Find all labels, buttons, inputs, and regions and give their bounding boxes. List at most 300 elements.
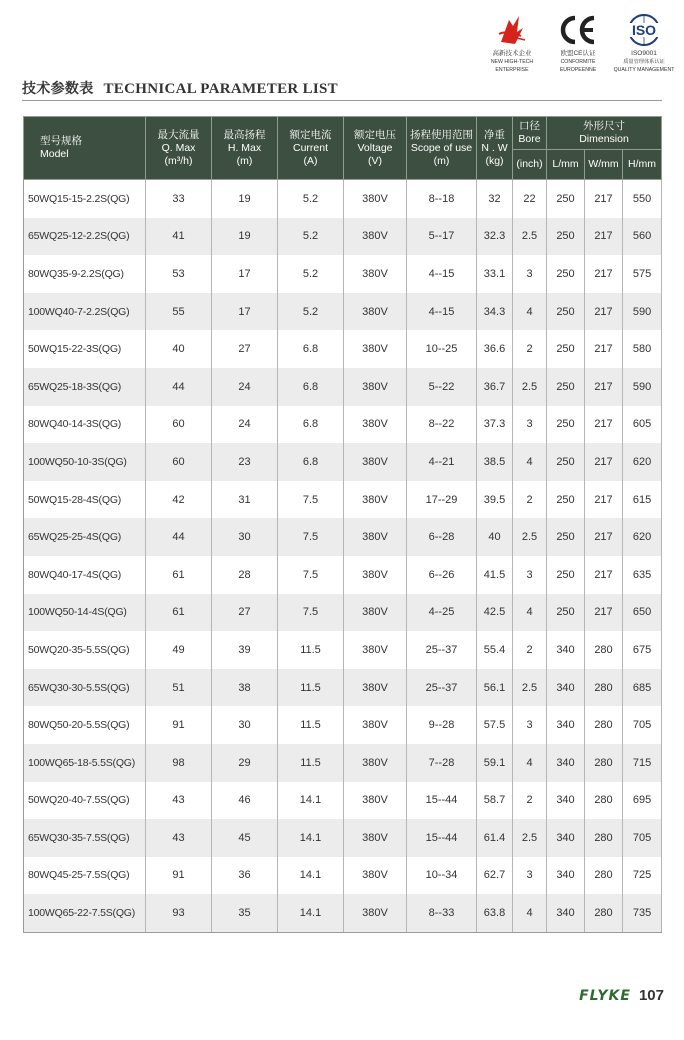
cell-model: 80WQ40-14-3S(QG)	[24, 406, 146, 444]
cell-weight: 36.6	[477, 330, 513, 368]
cell-width: 217	[585, 443, 623, 481]
page-title-en: TECHNICAL PARAMETER LIST	[103, 81, 338, 97]
cell-bore: 2.5	[513, 518, 547, 556]
cell-scope: 10--25	[407, 330, 477, 368]
cell-width: 217	[585, 594, 623, 632]
cell-head: 17	[212, 293, 278, 331]
cell-scope: 9--28	[407, 706, 477, 744]
cell-length: 250	[547, 406, 585, 444]
cell-bore: 2	[513, 481, 547, 519]
header-current	[278, 117, 344, 180]
cell-scope: 4--25	[407, 594, 477, 632]
header-flow-cn: 最大流量	[157, 128, 200, 141]
cell-bore: 22	[513, 180, 547, 218]
header-dimension	[547, 117, 662, 150]
cell-flow: 42	[146, 481, 212, 519]
header-head-unit: (m)	[236, 154, 253, 167]
cell-voltage: 380V	[344, 706, 407, 744]
cell-height: 620	[623, 518, 662, 556]
cell-bore: 3	[513, 706, 547, 744]
cell-width: 217	[585, 368, 623, 406]
cell-scope: 8--18	[407, 180, 477, 218]
table-row	[24, 406, 662, 444]
header-weight-en: N . W	[481, 141, 508, 154]
cell-height: 695	[623, 782, 662, 820]
table-row	[24, 744, 662, 782]
cell-weight: 40	[477, 518, 513, 556]
cell-head: 17	[212, 255, 278, 293]
header-bore-unit: (inch)	[513, 150, 547, 180]
cell-current: 11.5	[278, 706, 344, 744]
cell-flow: 51	[146, 669, 212, 707]
table-row	[24, 857, 662, 895]
cell-model: 50WQ15-28-4S(QG)	[24, 481, 146, 519]
cell-weight: 58.7	[477, 782, 513, 820]
table-row	[24, 180, 662, 218]
cell-width: 217	[585, 293, 623, 331]
cell-width: 280	[585, 857, 623, 895]
cell-voltage: 380V	[344, 819, 407, 857]
cell-height: 560	[623, 218, 662, 256]
cell-height: 550	[623, 180, 662, 218]
table-row	[24, 481, 662, 519]
cell-scope: 8--22	[407, 406, 477, 444]
cell-bore: 3	[513, 406, 547, 444]
cell-head: 46	[212, 782, 278, 820]
table-row	[24, 556, 662, 594]
table-row	[24, 293, 662, 331]
page-title	[22, 78, 338, 98]
table-row	[24, 782, 662, 820]
cell-scope: 5--22	[407, 368, 477, 406]
cell-model: 80WQ35-9-2.2S(QG)	[24, 255, 146, 293]
header-voltage	[344, 117, 407, 180]
header-scope-en: Scope of use	[410, 141, 473, 154]
ce-caption-en2: EUROPEENNE	[559, 67, 597, 73]
cell-current: 11.5	[278, 631, 344, 669]
header-scope-cn: 扬程使用范围	[410, 128, 473, 141]
cell-head: 45	[212, 819, 278, 857]
cell-weight: 41.5	[477, 556, 513, 594]
cell-flow: 44	[146, 518, 212, 556]
header-dimension-en: Dimension	[579, 133, 629, 145]
cell-current: 6.8	[278, 330, 344, 368]
cell-voltage: 380V	[344, 594, 407, 632]
cell-voltage: 380V	[344, 406, 407, 444]
cell-width: 280	[585, 819, 623, 857]
table-row	[24, 669, 662, 707]
cell-weight: 32.3	[477, 218, 513, 256]
cell-length: 250	[547, 368, 585, 406]
cell-height: 675	[623, 631, 662, 669]
cell-height: 725	[623, 857, 662, 895]
cell-length: 340	[547, 819, 585, 857]
cell-model: 50WQ15-22-3S(QG)	[24, 330, 146, 368]
cell-current: 6.8	[278, 443, 344, 481]
header-bore-cn: 口径	[519, 120, 540, 132]
cell-weight: 62.7	[477, 857, 513, 895]
header-weight-cn: 净重	[484, 128, 505, 141]
cell-bore: 2	[513, 330, 547, 368]
cell-width: 217	[585, 218, 623, 256]
cell-height: 620	[623, 443, 662, 481]
cell-voltage: 380V	[344, 368, 407, 406]
cell-length: 340	[547, 706, 585, 744]
cell-flow: 98	[146, 744, 212, 782]
cell-scope: 4--21	[407, 443, 477, 481]
cell-bore: 3	[513, 556, 547, 594]
cell-flow: 53	[146, 255, 212, 293]
cell-head: 27	[212, 330, 278, 368]
cell-head: 30	[212, 518, 278, 556]
cell-width: 280	[585, 631, 623, 669]
cell-bore: 4	[513, 744, 547, 782]
header-dimension-cn: 外形尺寸	[583, 120, 626, 132]
technical-parameter-table	[23, 116, 662, 933]
cell-flow: 91	[146, 857, 212, 895]
cell-scope: 10--34	[407, 857, 477, 895]
cell-length: 250	[547, 255, 585, 293]
table-row	[24, 518, 662, 556]
header-weight	[477, 117, 513, 180]
header-dimension-h: H/mm	[623, 150, 662, 180]
cell-length: 340	[547, 857, 585, 895]
header-dimension-l: L/mm	[547, 150, 585, 180]
cell-bore: 2.5	[513, 368, 547, 406]
cell-width: 280	[585, 782, 623, 820]
cell-head: 35	[212, 894, 278, 932]
cell-weight: 36.7	[477, 368, 513, 406]
cell-height: 590	[623, 293, 662, 331]
cell-model: 80WQ45-25-7.5S(QG)	[24, 857, 146, 895]
cell-flow: 93	[146, 894, 212, 932]
cell-scope: 6--28	[407, 518, 477, 556]
cell-voltage: 380V	[344, 293, 407, 331]
cell-current: 14.1	[278, 782, 344, 820]
cell-voltage: 380V	[344, 556, 407, 594]
cell-length: 340	[547, 744, 585, 782]
cell-head: 39	[212, 631, 278, 669]
cell-height: 580	[623, 330, 662, 368]
header-head-en: H. Max	[227, 141, 262, 154]
cell-flow: 44	[146, 368, 212, 406]
cell-flow: 40	[146, 330, 212, 368]
cell-model: 100WQ40-7-2.2S(QG)	[24, 293, 146, 331]
table-row	[24, 894, 662, 932]
cell-current: 6.8	[278, 368, 344, 406]
header-flow-en: Q. Max	[161, 141, 196, 154]
header-voltage-cn: 额定电压	[354, 128, 396, 141]
cell-weight: 57.5	[477, 706, 513, 744]
cell-height: 715	[623, 744, 662, 782]
cell-voltage: 380V	[344, 631, 407, 669]
cell-model: 50WQ15-15-2.2S(QG)	[24, 180, 146, 218]
cell-flow: 49	[146, 631, 212, 669]
cell-flow: 43	[146, 819, 212, 857]
cell-head: 28	[212, 556, 278, 594]
header-head	[212, 117, 278, 180]
cell-current: 5.2	[278, 218, 344, 256]
cell-height: 735	[623, 894, 662, 932]
cell-current: 11.5	[278, 744, 344, 782]
cell-current: 7.5	[278, 556, 344, 594]
cell-head: 38	[212, 669, 278, 707]
cell-head: 24	[212, 406, 278, 444]
table-row	[24, 594, 662, 632]
cell-voltage: 380V	[344, 782, 407, 820]
cell-weight: 38.5	[477, 443, 513, 481]
cell-voltage: 380V	[344, 180, 407, 218]
cell-current: 5.2	[278, 180, 344, 218]
ce-caption-cn: 欧盟CE认证	[560, 50, 596, 57]
cell-height: 605	[623, 406, 662, 444]
cell-scope: 4--15	[407, 255, 477, 293]
cell-weight: 42.5	[477, 594, 513, 632]
parameter-rows	[24, 180, 662, 933]
cell-length: 250	[547, 293, 585, 331]
cell-height: 615	[623, 481, 662, 519]
cell-width: 280	[585, 894, 623, 932]
cell-length: 250	[547, 330, 585, 368]
cell-weight: 63.8	[477, 894, 513, 932]
cell-head: 31	[212, 481, 278, 519]
cell-model: 100WQ50-14-4S(QG)	[24, 594, 146, 632]
cell-length: 250	[547, 218, 585, 256]
cell-current: 14.1	[278, 894, 344, 932]
cell-height: 705	[623, 706, 662, 744]
cell-scope: 17--29	[407, 481, 477, 519]
cell-flow: 55	[146, 293, 212, 331]
header-weight-unit: (kg)	[485, 154, 504, 167]
cell-length: 250	[547, 556, 585, 594]
cell-bore: 4	[513, 443, 547, 481]
header-model-cn: 型号规格	[40, 135, 82, 147]
cell-length: 250	[547, 180, 585, 218]
header-head-cn: 最高扬程	[223, 128, 266, 141]
cell-model: 100WQ50-10-3S(QG)	[24, 443, 146, 481]
cell-width: 217	[585, 481, 623, 519]
cell-length: 340	[547, 782, 585, 820]
table-row	[24, 706, 662, 744]
title-divider	[22, 100, 662, 101]
cell-scope: 25--37	[407, 669, 477, 707]
cell-bore: 2	[513, 782, 547, 820]
iso-mark-text: ISO	[631, 22, 657, 38]
table-row	[24, 443, 662, 481]
ce-logo	[552, 12, 604, 73]
cell-bore: 3	[513, 857, 547, 895]
cell-scope: 8--33	[407, 894, 477, 932]
cell-bore: 4	[513, 594, 547, 632]
cell-weight: 55.4	[477, 631, 513, 669]
header-dimension-w: W/mm	[585, 150, 623, 180]
page-number: 107	[638, 987, 664, 1004]
cell-bore: 2	[513, 631, 547, 669]
header-model	[24, 117, 146, 180]
cell-scope: 25--37	[407, 631, 477, 669]
cell-head: 29	[212, 744, 278, 782]
page-title-cn: 技术参数表	[22, 81, 94, 97]
cell-width: 217	[585, 180, 623, 218]
cell-current: 7.5	[278, 518, 344, 556]
cell-weight: 56.1	[477, 669, 513, 707]
header-current-unit: (A)	[303, 154, 318, 167]
high-tech-caption-cn: 高新技术企业	[492, 50, 532, 57]
iso-logo	[613, 12, 675, 73]
cell-flow: 60	[146, 406, 212, 444]
cell-height: 650	[623, 594, 662, 632]
cell-current: 14.1	[278, 857, 344, 895]
header-voltage-en: Voltage	[357, 141, 393, 154]
cell-weight: 34.3	[477, 293, 513, 331]
cell-bore: 3	[513, 255, 547, 293]
header-model-en: Model	[40, 148, 69, 160]
cell-head: 36	[212, 857, 278, 895]
cell-voltage: 380V	[344, 218, 407, 256]
table-row	[24, 819, 662, 857]
cell-model: 100WQ65-18-5.5S(QG)	[24, 744, 146, 782]
cell-flow: 91	[146, 706, 212, 744]
page-footer	[579, 987, 664, 1004]
cell-length: 340	[547, 894, 585, 932]
cell-head: 24	[212, 368, 278, 406]
cell-model: 80WQ40-17-4S(QG)	[24, 556, 146, 594]
header-flow	[146, 117, 212, 180]
cell-current: 14.1	[278, 819, 344, 857]
cell-head: 23	[212, 443, 278, 481]
cell-head: 27	[212, 594, 278, 632]
iso-logo-icon	[624, 12, 664, 48]
iso-caption-en1: 质量管理体系认证	[623, 59, 665, 65]
cell-head: 30	[212, 706, 278, 744]
cell-height: 635	[623, 556, 662, 594]
cell-weight: 37.3	[477, 406, 513, 444]
cell-width: 217	[585, 518, 623, 556]
header-flow-unit: (m³/h)	[164, 154, 193, 167]
cell-current: 5.2	[278, 255, 344, 293]
iso-caption-cn: ISO9001	[631, 50, 657, 57]
high-tech-enterprise-logo-icon	[495, 12, 529, 48]
cell-voltage: 380V	[344, 894, 407, 932]
cell-width: 280	[585, 744, 623, 782]
header-scope-unit: (m)	[433, 154, 450, 167]
cell-model: 65WQ25-18-3S(QG)	[24, 368, 146, 406]
cell-model: 80WQ50-20-5.5S(QG)	[24, 706, 146, 744]
table-row	[24, 330, 662, 368]
cell-current: 6.8	[278, 406, 344, 444]
cell-length: 340	[547, 631, 585, 669]
cell-width: 217	[585, 255, 623, 293]
header-bore-en: Bore	[518, 133, 541, 145]
cell-height: 705	[623, 819, 662, 857]
high-tech-caption-en2: ENTERPRISE	[495, 67, 529, 73]
header-current-cn: 额定电流	[289, 128, 332, 141]
cell-scope: 15--44	[407, 782, 477, 820]
cell-voltage: 380V	[344, 330, 407, 368]
cell-length: 250	[547, 443, 585, 481]
cell-model: 50WQ20-40-7.5S(QG)	[24, 782, 146, 820]
cell-voltage: 380V	[344, 481, 407, 519]
cell-width: 217	[585, 330, 623, 368]
cell-scope: 7--28	[407, 744, 477, 782]
brand-logo: FLYKE	[579, 987, 631, 1004]
cell-scope: 6--26	[407, 556, 477, 594]
table-row	[24, 255, 662, 293]
cell-flow: 41	[146, 218, 212, 256]
cell-length: 250	[547, 518, 585, 556]
cell-height: 575	[623, 255, 662, 293]
cell-current: 7.5	[278, 594, 344, 632]
high-tech-caption-en1: NEW HIGH-TECH	[490, 59, 534, 65]
cell-current: 5.2	[278, 293, 344, 331]
table-row	[24, 631, 662, 669]
cell-weight: 59.1	[477, 744, 513, 782]
cell-voltage: 380V	[344, 669, 407, 707]
cell-height: 685	[623, 669, 662, 707]
cell-flow: 33	[146, 180, 212, 218]
cell-current: 7.5	[278, 481, 344, 519]
cell-length: 340	[547, 669, 585, 707]
cell-scope: 5--17	[407, 218, 477, 256]
certification-logos	[486, 12, 675, 73]
cell-bore: 4	[513, 894, 547, 932]
cell-model: 65WQ25-12-2.2S(QG)	[24, 218, 146, 256]
cell-voltage: 380V	[344, 518, 407, 556]
header-voltage-unit: (V)	[368, 154, 382, 167]
cell-model: 65WQ30-30-5.5S(QG)	[24, 669, 146, 707]
cell-voltage: 380V	[344, 857, 407, 895]
cell-head: 19	[212, 218, 278, 256]
cell-flow: 61	[146, 556, 212, 594]
ce-caption-en1: CONFORMITE	[560, 59, 596, 65]
high-tech-logo	[486, 12, 538, 73]
cell-voltage: 380V	[344, 443, 407, 481]
cell-model: 100WQ65-22-7.5S(QG)	[24, 894, 146, 932]
cell-bore: 2.5	[513, 218, 547, 256]
cell-width: 280	[585, 706, 623, 744]
cell-voltage: 380V	[344, 255, 407, 293]
cell-bore: 2.5	[513, 669, 547, 707]
table-row	[24, 368, 662, 406]
ce-mark-icon	[558, 12, 598, 48]
cell-weight: 39.5	[477, 481, 513, 519]
cell-current: 11.5	[278, 669, 344, 707]
cell-voltage: 380V	[344, 744, 407, 782]
cell-flow: 60	[146, 443, 212, 481]
cell-bore: 4	[513, 293, 547, 331]
iso-caption-en2: QUALITY MANAGEMENT	[613, 67, 675, 73]
cell-weight: 32	[477, 180, 513, 218]
cell-width: 280	[585, 669, 623, 707]
cell-model: 65WQ30-35-7.5S(QG)	[24, 819, 146, 857]
cell-length: 250	[547, 481, 585, 519]
cell-width: 217	[585, 556, 623, 594]
cell-bore: 2.5	[513, 819, 547, 857]
cell-flow: 43	[146, 782, 212, 820]
cell-height: 590	[623, 368, 662, 406]
cell-width: 217	[585, 406, 623, 444]
cell-scope: 4--15	[407, 293, 477, 331]
cell-weight: 61.4	[477, 819, 513, 857]
header-bore	[513, 117, 547, 150]
cell-flow: 61	[146, 594, 212, 632]
cell-head: 19	[212, 180, 278, 218]
table-row	[24, 218, 662, 256]
cell-model: 65WQ25-25-4S(QG)	[24, 518, 146, 556]
header-scope	[407, 117, 477, 180]
cell-model: 50WQ20-35-5.5S(QG)	[24, 631, 146, 669]
cell-scope: 15--44	[407, 819, 477, 857]
